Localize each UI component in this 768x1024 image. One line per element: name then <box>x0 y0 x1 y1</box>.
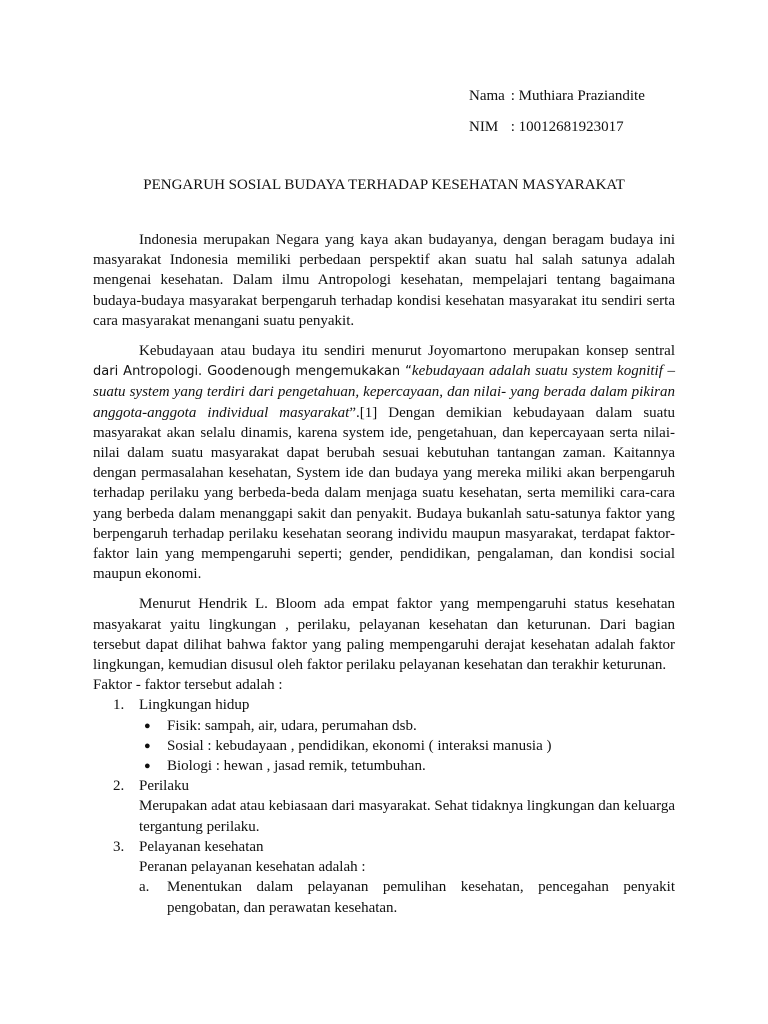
bullet-text: Sosial : kebudayaan , pendidikan, ekonomi ( interaksi manusia ) <box>167 737 552 754</box>
factor-label: Lingkungan hidup <box>139 697 250 714</box>
document-title: PENGARUH SOSIAL BUDAYA TERHADAP KESEHATAN MASYARAKAT <box>143 177 625 193</box>
bullet-icon: ● <box>144 719 151 732</box>
paragraph-culture <box>93 341 675 584</box>
name-row <box>469 86 645 117</box>
factor-description: Merupakan adat atau kebiasaan dari masyarakat. Sehat tidaknya lingkungan dan keluarga tergantung perilaku. <box>139 798 675 835</box>
factor-item <box>93 837 675 918</box>
nim-row <box>469 117 645 148</box>
author-info <box>469 86 645 148</box>
document-body <box>93 230 675 918</box>
sublist-letter: a. <box>139 879 150 896</box>
paragraph-bloom: Menurut Hendrik L. Bloom ada empat faktor yang mempengaruhi status kesehatan masyakarat yaitu lingkungan , perilaku, pelayanan kesehatan dan keturunan. Dari bagian tersebut dapat dilihat bahwa faktor yang paling mempengaruhi derajat kesehatan adalah faktor lingkungan, kemudian disusul oleh faktor perilaku pelayanan kesehatan dan terakhir keturunan. <box>93 596 675 674</box>
culture-definition-quote: kebudayaan adalah suatu system kognitif – suatu system yang terdiri dari pengetahuan, kepercayaan, dan nilai- yang berada dalam pikiran anggota-anggota individual masyarakat <box>93 363 675 421</box>
sublist-item <box>139 877 675 917</box>
factor-label: Perilaku <box>139 778 189 795</box>
factor-sublist <box>139 877 675 917</box>
factor-item <box>93 695 675 776</box>
factor-number: 2. <box>113 778 125 795</box>
nim-label: NIM <box>469 119 499 135</box>
name-value: : Muthiara Praziandite <box>510 88 645 104</box>
paragraph-culture-part-a: Kebudayaan atau budaya itu sendiri menurut Joyomartono merupakan konsep sentral <box>139 343 675 360</box>
factor-number: 1. <box>113 697 125 714</box>
sublist-text: Menentukan dalam pelayanan pemulihan kesehatan, pencegahan penyakit pengobatan, dan perawatan kesehatan. <box>167 879 675 916</box>
bullet-text: Biologi : hewan , jasad remik, tetumbuhan. <box>167 758 426 775</box>
paragraph-culture-part-c: ”.[1] Dengan demikian kebudayaan dalam suatu masyarakat akan selalu dinamis, karena system ide, pengetahuan, dan kepercayaan serta nilai-nilai dalam suatu masyarakat dapat berubah sesuai kebutuhan tantangan zaman. Kaitannya dengan permasalahan kesehatan, System ide dan budaya yang mereka miliki akan berpengaruh terhadap perilaku yang berbeda-beda dalam menjaga suatu kesehatan, serta memiliki cara-cara yang berbeda dalam menanggapi sakit dan penyakit. Budaya bukanlah satu-satunya faktor yang berpengaruh terhadap perilaku kesehatan seorang individu maupun masyarakat, terdapat faktor-faktor lain yang mempengaruhi seperti; gender, pendidikan, pengalaman, dan kondisi social maupun ekonomi. <box>93 404 675 583</box>
factor-bullets <box>139 716 675 777</box>
factor-description: Peranan pelayanan kesehatan adalah : <box>139 859 366 876</box>
factor-number: 3. <box>113 838 125 855</box>
bullet-item <box>139 756 675 776</box>
bullet-item <box>139 716 675 736</box>
name-label: Nama <box>469 88 505 104</box>
bullet-icon: ● <box>144 739 151 752</box>
nim-value: : 10012681923017 <box>510 119 624 135</box>
bullet-text: Fisik: sampah, air, udara, perumahan dsb. <box>167 717 417 734</box>
factors-intro: Faktor - faktor tersebut adalah : <box>93 677 283 694</box>
factor-item <box>93 776 675 837</box>
paragraph-culture-part-b: dari Antropologi. Goodenough mengemukakan “ <box>93 364 412 380</box>
bullet-icon: ● <box>144 760 151 773</box>
factor-label: Pelayanan kesehatan <box>139 838 264 855</box>
bullet-item <box>139 736 675 756</box>
factors-list <box>93 695 675 917</box>
paragraph-intro: Indonesia merupakan Negara yang kaya akan budayanya, dengan beragam budaya ini masyarakat Indonesia memiliki perbedaan perspektif akan suatu hal salah satunya adalah mengenai kesehatan. Dalam ilmu Antropologi kesehatan, mempelajari tentang bagaimana budaya-budaya masyarakat berpengaruh terhadap kondisi kesehatan masyarakat itu sendiri serta cara masyarakat menangani suatu penyakit. <box>93 232 675 329</box>
